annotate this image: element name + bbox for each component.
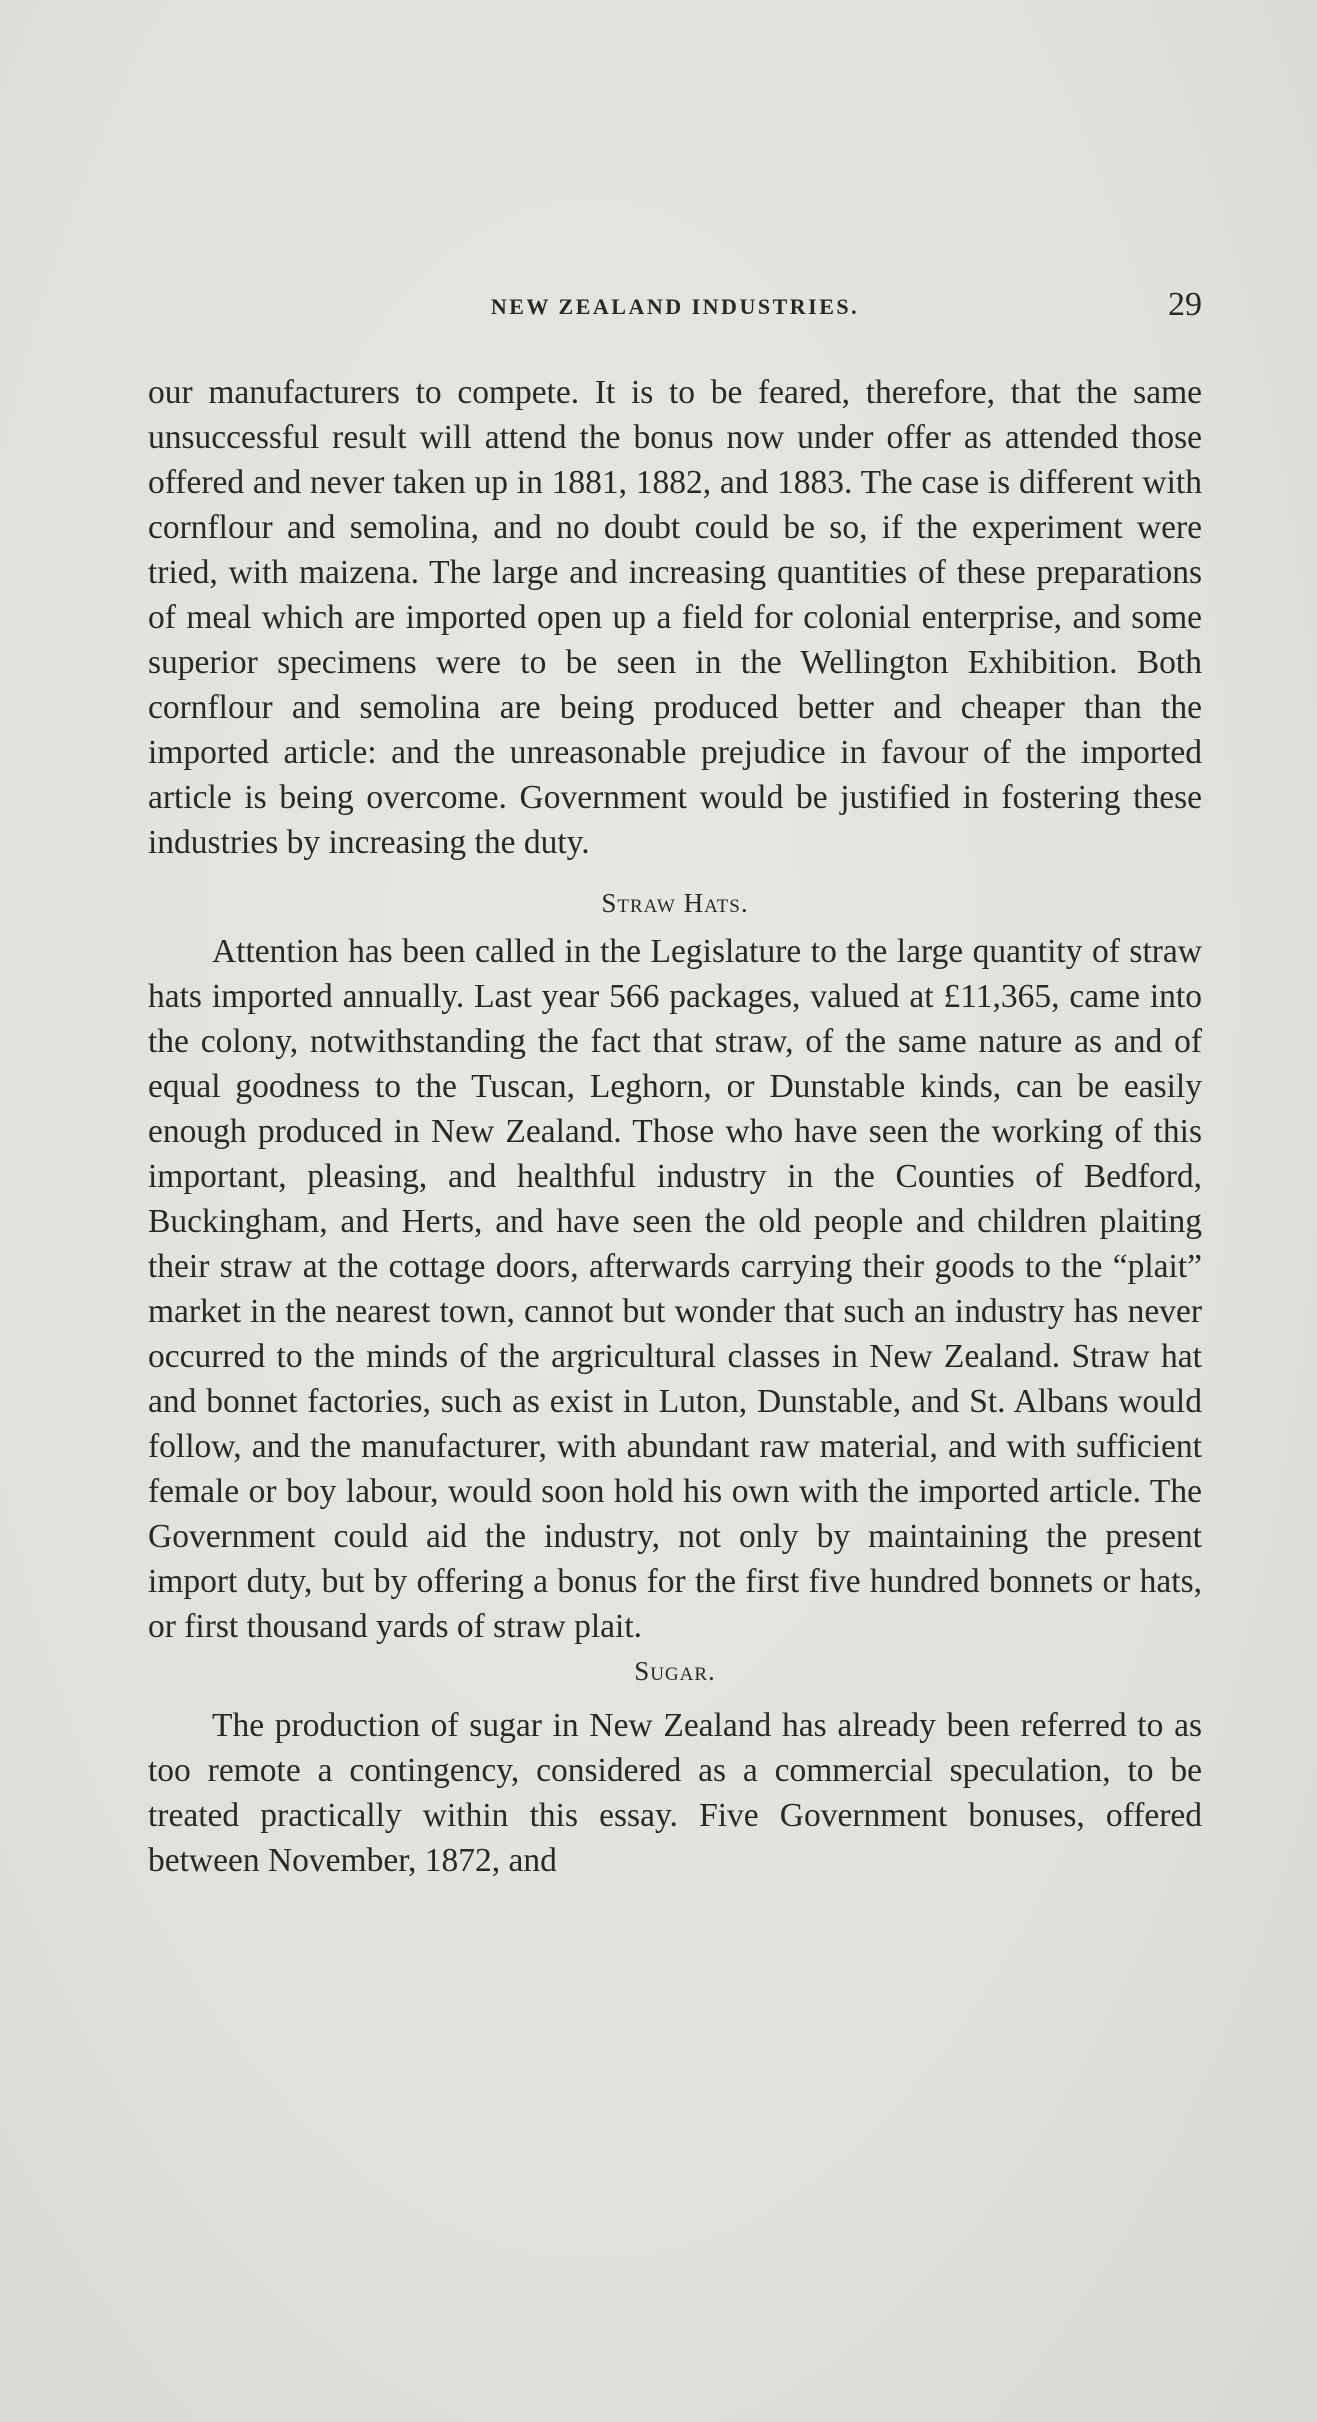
running-title: NEW ZEALAND INDUSTRIES. bbox=[490, 294, 860, 319]
paragraph-straw-hats: Attention has been called in the Legislature to the large quantity of straw hats imported annually. Last year 566 packages, valued at £11,365, came into the colony, notwithstanding the fact that straw, of the same nature as and of equal goodness to the Tuscan, Leghorn, or Dunstable kinds, can be easily enough produced in New Zealand. Those who have seen the working of this important, pleasing, and healthful industry in the Counties of Bedford, Buckingham, and Herts, and have seen the old people and children plaiting their straw at the cottage doors, afterwards carrying their goods to the “plait” market in the nearest town, cannot but wonder that such an industry has never occurred to the minds of the argricultural classes in New Zealand. Straw hat and bonnet factories, such as exist in Luton, Dunstable, and St. Albans would follow, and the manufacturer, with abundant raw material, and with sufficient female or boy labour, would soon hold his own with the imported article. The Government could aid the industry, not only by maintaining the present import duty, but by offering a bonus for the first five hundred bonnets or hats, or first thousand yards of straw plait. bbox=[148, 933, 1202, 1645]
running-head bbox=[148, 286, 1202, 330]
paragraph-continued: our manufacturers to compete. It is to be feared, therefore, that the same unsuccessful result will attend the bonus now under offer as attended those offered and never taken up in 1881, 1882, and 1883. The case is different with cornflour and semolina, and no doubt could be so, if the experiment were tried, with maizena. The large and increasing quantities of these preparations of meal which are imported open up a field for colonial enterprise, and some superior specimens were to be seen in the Wellington Exhibition. Both cornflour and semolina are being produced better and cheaper than the imported article: and the unreasonable prejudice in favour of the imported article is being overcome. Government would be justified in fostering these industries by increasing the duty. bbox=[148, 374, 1202, 861]
body-text bbox=[148, 370, 1202, 1883]
page-number: 29 bbox=[1168, 286, 1202, 323]
paragraph-sugar: The production of sugar in New Zealand has already been referred to as too remote a contingency, considered as a commercial speculation, to be treated practically within this essay. Five Government bonuses, offered between November, 1872, and bbox=[148, 1707, 1202, 1879]
section-heading-straw-hats: Straw Hats. bbox=[601, 888, 749, 918]
section-heading-sugar: Sugar. bbox=[634, 1656, 716, 1686]
